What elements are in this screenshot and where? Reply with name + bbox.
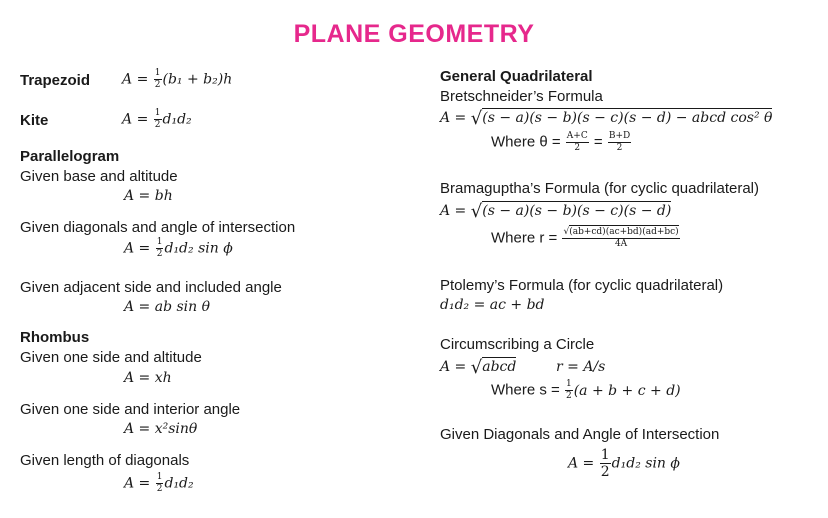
bretschneider-label: Bretschneider’s Formula	[440, 88, 603, 105]
diag-angle-formula: A = $\frac{1}{2}$ d₁d₂ sin ϕ	[568, 447, 680, 480]
rhombus-heading: Rhombus	[20, 329, 90, 346]
ptolemy-label: Ptolemy’s Formula (for cyclic quadrilateral)	[440, 277, 724, 294]
parallelogram-diag-formula: A = $\frac{1}{2}$ d₁d₂ sin ϕ	[124, 237, 233, 259]
kite-label: Kite	[20, 112, 49, 129]
bretschneider-formula: A = √(s − a)(s − b)(s − c)(s − d) − abcd cos² θ	[440, 108, 773, 129]
kite-formula: A = $\frac{1}{2}$ d₁d₂	[122, 108, 192, 130]
parallelogram-heading: Parallelogram	[20, 148, 120, 165]
parallelogram-side-label: Given adjacent side and included angle	[20, 279, 282, 296]
trapezoid-formula: A = $\frac{1}{2}$ (b₁ + b₂)h	[122, 68, 233, 90]
circumscribing-area: A = √abcd	[440, 357, 517, 378]
trapezoid-label: Trapezoid	[20, 72, 91, 89]
general-quad-heading: General Quadrilateral	[440, 68, 593, 85]
brahmagupta-where: Where r = $\frac{√(ab+cd)(ac+bd)(ad+bc)}{4A}$	[491, 227, 679, 249]
circumscribing-r: r = A/s	[556, 359, 606, 375]
parallelogram-base-label: Given base and altitude	[20, 168, 178, 185]
bretschneider-where: Where θ = $\frac{A+C}{2}$ = $\frac{B+D}{2}$	[491, 131, 631, 153]
circumscribing-label: Circumscribing a Circle	[440, 336, 595, 353]
rhombus-alt-label: Given one side and altitude	[20, 349, 202, 366]
rhombus-angle-formula: A = x²sinθ	[124, 421, 198, 437]
parallelogram-side-formula: A = ab sin θ	[124, 299, 211, 315]
parallelogram-base-formula: A = bh	[124, 188, 173, 204]
diag-angle-label: Given Diagonals and Angle of Intersection	[440, 426, 720, 443]
parallelogram-diag-label: Given diagonals and angle of intersection	[20, 219, 296, 236]
rhombus-alt-formula: A = xh	[124, 370, 172, 386]
rhombus-diag-label: Given length of diagonals	[20, 452, 190, 469]
brahmagupta-label: Bramaguptha’s Formula (for cyclic quadrilateral)	[440, 180, 760, 197]
page-title: PLANE GEOMETRY	[293, 20, 535, 48]
brahmagupta-formula: A = √(s − a)(s − b)(s − c)(s − d)	[440, 201, 672, 222]
circumscribing-where: Where s = $\frac{1}{2}$ (a + b + c + d)	[491, 379, 681, 401]
ptolemy-formula: d₁d₂ = ac + bd	[440, 297, 545, 313]
rhombus-angle-label: Given one side and interior angle	[20, 401, 241, 418]
rhombus-diag-formula: A = $\frac{1}{2}$ d₁d₂	[124, 472, 194, 494]
